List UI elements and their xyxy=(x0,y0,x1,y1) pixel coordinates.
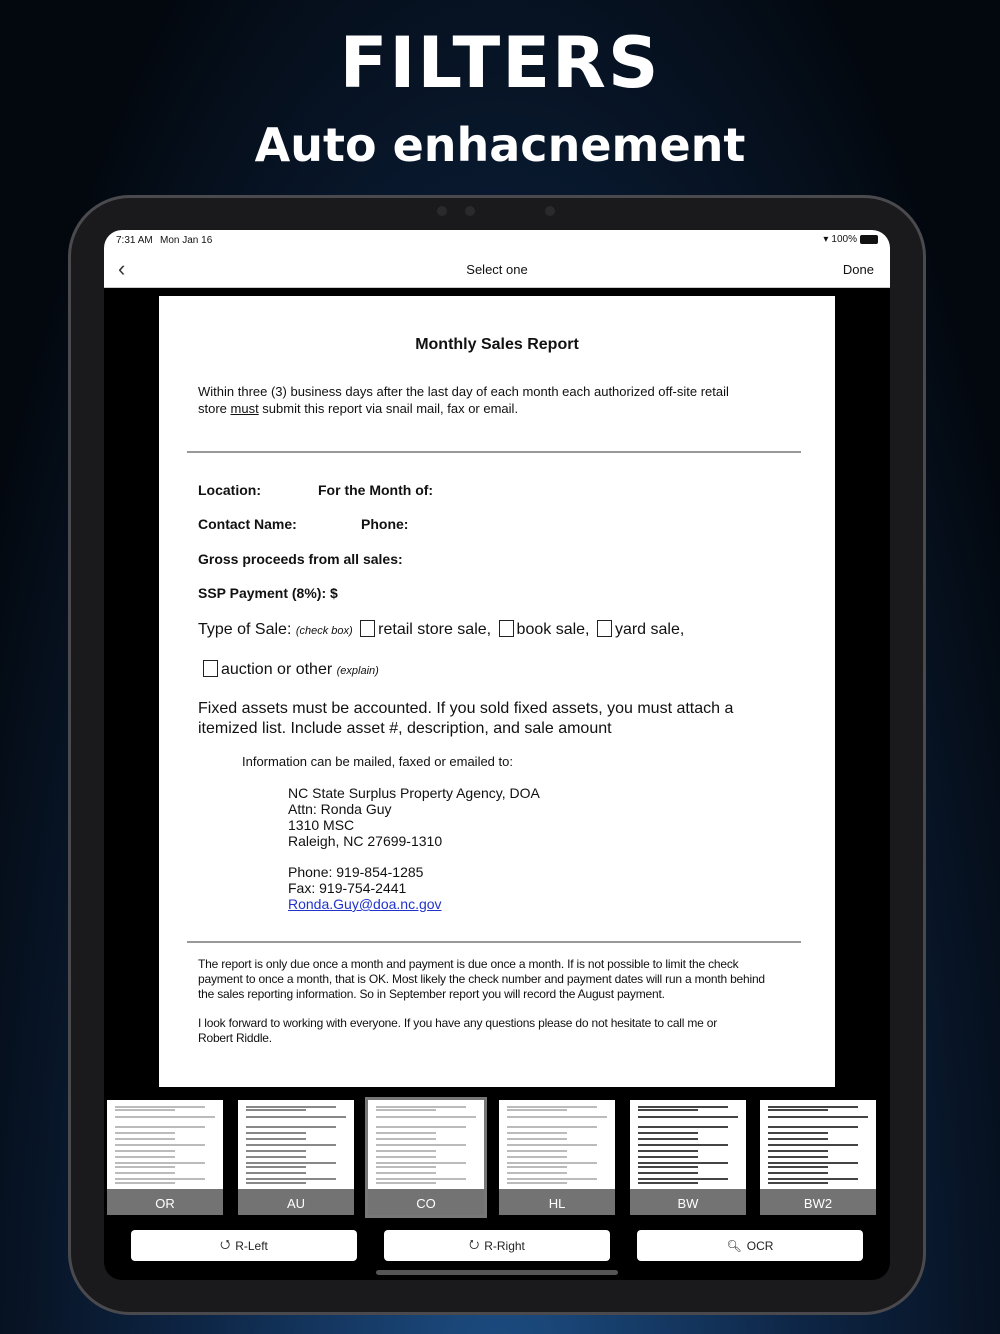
sensor-icon xyxy=(545,206,555,216)
thumb-line xyxy=(638,1109,698,1111)
thumb-line xyxy=(768,1106,858,1108)
address-line: Raleigh, NC 27699-1310 xyxy=(288,833,443,849)
text: payment to once a month, that is OK. Most likely the check number and payment dates will run a month behind xyxy=(198,972,765,986)
thumb-line xyxy=(507,1172,567,1174)
thumb-line xyxy=(246,1132,306,1134)
filter-thumbnail-or[interactable] xyxy=(107,1100,223,1215)
thumb-line xyxy=(507,1132,567,1134)
divider xyxy=(187,451,801,453)
text: the sales reporting information. So in September report you will record the August payment. xyxy=(198,987,665,1001)
thumb-line xyxy=(507,1150,567,1152)
thumb-line xyxy=(115,1172,175,1174)
info-text: Information can be mailed, faxed or emailed to: xyxy=(242,754,513,769)
thumb-line xyxy=(638,1182,698,1184)
thumb-line xyxy=(768,1126,858,1128)
thumb-line xyxy=(768,1138,828,1140)
location-label: Location: xyxy=(198,482,261,498)
sensor-icon xyxy=(465,206,475,216)
filter-label: OR xyxy=(107,1189,223,1215)
text: retail store sale, xyxy=(378,621,492,638)
rotate-right-button[interactable] xyxy=(384,1230,610,1261)
address xyxy=(288,785,540,849)
thumb-line xyxy=(507,1144,597,1146)
ssp-label: SSP Payment (8%): $ xyxy=(198,585,338,601)
thumb-line xyxy=(115,1178,205,1180)
status-time: 7:31 AM xyxy=(116,235,153,246)
camera-icon xyxy=(437,206,447,216)
screen xyxy=(104,230,890,1280)
thumb-line xyxy=(638,1132,698,1134)
thumb-line xyxy=(507,1156,567,1158)
nav-title: Select one xyxy=(466,262,528,277)
email-link[interactable]: Ronda.Guy@doa.nc.gov xyxy=(288,896,442,912)
thumb-line xyxy=(376,1150,436,1152)
sale-type-row xyxy=(198,620,684,639)
thumb-line xyxy=(376,1156,436,1158)
thumb-line xyxy=(507,1182,567,1184)
nav-bar xyxy=(104,252,890,288)
thumb-line xyxy=(768,1172,828,1174)
thumb-line xyxy=(638,1144,728,1146)
thumb-line xyxy=(115,1156,175,1158)
promo-title: FILTERS xyxy=(339,22,661,104)
thumb-line xyxy=(376,1106,466,1108)
thumb-line xyxy=(115,1126,205,1128)
text: I look forward to working with everyone. If you have any questions please do not hesitate to call me or xyxy=(198,1016,718,1030)
thumb-line xyxy=(376,1116,476,1118)
checkbox[interactable] xyxy=(597,620,612,637)
status-date: Mon Jan 16 xyxy=(160,235,213,246)
text: submit this report via snail mail, fax or email. xyxy=(258,401,519,416)
rotate-left-button[interactable] xyxy=(131,1230,357,1261)
rotate-left-icon: ⭯ xyxy=(220,1237,231,1251)
address-line: Attn: Ronda Guy xyxy=(288,801,392,817)
text: store xyxy=(198,401,231,416)
status-bar xyxy=(104,230,890,252)
doc-intro-2 xyxy=(198,401,518,416)
thumb-line xyxy=(246,1156,306,1158)
thumb-line xyxy=(638,1172,698,1174)
thumb-line xyxy=(507,1162,597,1164)
filter-label: HL xyxy=(499,1189,615,1215)
fixed-assets-2: itemized list. Include asset #, description, and sale amount xyxy=(198,720,612,737)
text: (explain) xyxy=(336,665,379,677)
status-right xyxy=(823,234,878,245)
address-line: 1310 MSC xyxy=(288,817,355,833)
thumb-line xyxy=(768,1166,828,1168)
gross-label: Gross proceeds from all sales: xyxy=(198,551,403,567)
thumb-line xyxy=(246,1138,306,1140)
address-line: NC State Surplus Property Agency, DOA xyxy=(288,785,540,801)
contact-info xyxy=(288,864,442,912)
thumb-line xyxy=(638,1138,698,1140)
thumb-line xyxy=(246,1126,336,1128)
text: (check box) xyxy=(295,625,353,637)
thumb-line xyxy=(246,1109,306,1111)
thumb-line xyxy=(768,1178,858,1180)
thumb-line xyxy=(246,1172,306,1174)
thumb-line xyxy=(376,1178,466,1180)
sale-type-row-2 xyxy=(198,660,379,679)
thumb-line xyxy=(376,1126,466,1128)
thumb-line xyxy=(768,1182,828,1184)
filter-thumbnail-bw2[interactable] xyxy=(760,1100,876,1215)
filter-thumbnail-hl[interactable] xyxy=(499,1100,615,1215)
thumb-line xyxy=(768,1150,828,1152)
doc-intro: Within three (3) business days after the last day of each month each authorized off-site retail xyxy=(198,384,729,399)
thumb-line xyxy=(115,1109,175,1111)
footer-text xyxy=(198,957,765,1046)
promo-subtitle: Auto enhacnement xyxy=(254,118,746,172)
filter-label: BW2 xyxy=(760,1189,876,1215)
thumb-line xyxy=(638,1178,728,1180)
thumb-line xyxy=(376,1144,466,1146)
doc-title: Monthly Sales Report xyxy=(415,336,579,353)
thumb-line xyxy=(507,1126,597,1128)
fax-number: Fax: 919-754-2441 xyxy=(288,880,407,896)
phone-number: Phone: 919-854-1285 xyxy=(288,864,424,880)
text: yard sale, xyxy=(614,621,685,638)
label: R-Right xyxy=(484,1238,525,1253)
home-indicator xyxy=(376,1270,618,1275)
thumb-line xyxy=(768,1162,858,1164)
back-button[interactable]: ‹ xyxy=(118,256,126,281)
text: Robert Riddle. xyxy=(198,1031,272,1045)
thumb-line xyxy=(115,1132,175,1134)
filter-label: BW xyxy=(630,1189,746,1215)
wifi-icon: ▾ xyxy=(823,234,829,245)
thumb-line xyxy=(507,1178,597,1180)
thumb-line xyxy=(115,1182,175,1184)
text-underlined: must xyxy=(230,401,259,416)
done-button[interactable]: Done xyxy=(842,262,874,277)
divider xyxy=(187,941,801,943)
thumb-line xyxy=(246,1162,336,1164)
filter-label: CO xyxy=(368,1189,484,1215)
thumb-line xyxy=(507,1106,597,1108)
thumb-line xyxy=(507,1109,567,1111)
thumb-line xyxy=(768,1109,828,1111)
thumb-line xyxy=(246,1144,336,1146)
thumb-line xyxy=(376,1109,436,1111)
filter-thumbnail-co[interactable] xyxy=(368,1100,484,1215)
thumb-line xyxy=(638,1106,728,1108)
thumb-line xyxy=(638,1162,728,1164)
thumb-line xyxy=(376,1132,436,1134)
thumb-line xyxy=(246,1116,346,1118)
thumb-line xyxy=(638,1150,698,1152)
thumb-line xyxy=(115,1116,215,1118)
text: Type of Sale: xyxy=(198,621,292,638)
thumb-line xyxy=(376,1172,436,1174)
document-preview xyxy=(159,296,835,1087)
filter-thumbnail-au[interactable] xyxy=(238,1100,354,1215)
month-label: For the Month of: xyxy=(318,482,434,498)
thumb-line xyxy=(115,1166,175,1168)
filter-thumbnail-bw[interactable] xyxy=(630,1100,746,1215)
thumb-line xyxy=(768,1132,828,1134)
thumb-line xyxy=(115,1106,205,1108)
label: R-Left xyxy=(235,1238,268,1253)
text: book sale, xyxy=(516,621,590,638)
thumb-line xyxy=(376,1166,436,1168)
text: The report is only due once a month and payment is due once a month. If is not possible to limit the check xyxy=(198,957,739,971)
thumb-line xyxy=(246,1178,336,1180)
rotate-right-icon: ⭮ xyxy=(469,1237,480,1251)
label: OCR xyxy=(746,1238,774,1253)
text: auction or other xyxy=(221,661,333,678)
thumb-line xyxy=(507,1138,567,1140)
thumb-line xyxy=(768,1144,858,1146)
thumb-line xyxy=(246,1182,306,1184)
battery-icon xyxy=(860,235,878,244)
thumb-line xyxy=(638,1156,698,1158)
thumb-line xyxy=(246,1106,336,1108)
thumb-line xyxy=(246,1150,306,1152)
thumb-line xyxy=(115,1144,205,1146)
phone-label: Phone: xyxy=(361,516,409,532)
thumb-line xyxy=(115,1162,205,1164)
thumb-line xyxy=(638,1166,698,1168)
thumb-line xyxy=(376,1162,466,1164)
thumb-line xyxy=(376,1138,436,1140)
battery-level: 100% xyxy=(831,234,857,245)
fixed-assets-1: Fixed assets must be accounted. If you sold fixed assets, you must attach a xyxy=(198,700,734,717)
thumb-line xyxy=(638,1126,728,1128)
thumb-line xyxy=(115,1150,175,1152)
checkbox[interactable] xyxy=(360,620,375,637)
thumb-line xyxy=(115,1138,175,1140)
thumb-line xyxy=(768,1156,828,1158)
thumb-line xyxy=(246,1166,306,1168)
thumb-line xyxy=(376,1182,436,1184)
checkbox[interactable] xyxy=(499,620,514,637)
contact-label: Contact Name: xyxy=(198,516,297,532)
checkbox[interactable] xyxy=(203,660,218,677)
thumb-line xyxy=(638,1116,738,1118)
ocr-button[interactable] xyxy=(637,1230,863,1261)
ocr-document-icon: 🔍︎ xyxy=(726,1238,742,1253)
filter-label: AU xyxy=(238,1189,354,1215)
thumb-line xyxy=(768,1116,868,1118)
thumb-line xyxy=(507,1116,607,1118)
thumb-line xyxy=(507,1166,567,1168)
